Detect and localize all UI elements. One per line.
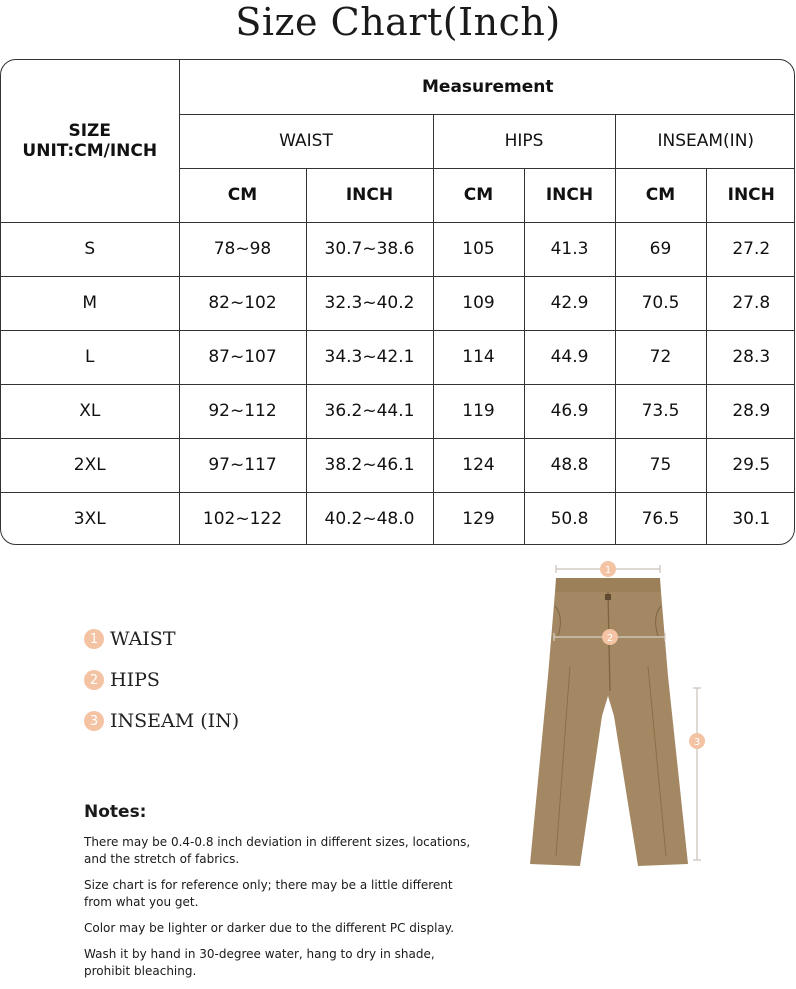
size-chart-table — [0, 59, 795, 545]
table-cell: 41.3 — [524, 222, 615, 276]
legend-item-hips — [84, 668, 239, 692]
table-cell: 30.7~38.6 — [306, 222, 433, 276]
table-cell: 28.3 — [706, 330, 795, 384]
legend-label: HIPS — [110, 669, 160, 691]
size-cell: 2XL — [1, 438, 179, 492]
svg-text:2: 2 — [606, 633, 614, 644]
note-item: Color may be lighter or darker due to the different PC display. — [84, 921, 455, 935]
notes-title: Notes: — [84, 802, 147, 822]
table-row — [1, 330, 795, 384]
table-cell: 28.9 — [706, 384, 795, 438]
note-item: There may be 0.4-0.8 inch deviation in different sizes, locations, and the stretch of fabrics. — [84, 835, 471, 866]
subheader-cm: CM — [615, 168, 706, 222]
table-cell: 48.8 — [524, 438, 615, 492]
table-cell: 36.2~44.1 — [306, 384, 433, 438]
size-cell: XL — [1, 384, 179, 438]
unit-label: UNIT:CM/INCH — [22, 140, 158, 161]
subheader-inch: INCH — [306, 168, 433, 222]
subheader-cm: CM — [433, 168, 524, 222]
table-cell: 50.8 — [524, 492, 615, 545]
size-cell: L — [1, 330, 179, 384]
table-cell: 46.9 — [524, 384, 615, 438]
measurement-header: Measurement — [179, 60, 795, 114]
table-cell: 70.5 — [615, 276, 706, 330]
table-cell: 78~98 — [179, 222, 306, 276]
notes-section — [84, 802, 484, 989]
table-cell: 75 — [615, 438, 706, 492]
pants-illustration — [520, 556, 720, 876]
table-row — [1, 438, 795, 492]
table-cell: 73.5 — [615, 384, 706, 438]
svg-text:3: 3 — [693, 737, 701, 748]
table-cell: 42.9 — [524, 276, 615, 330]
pants-waistband — [555, 578, 661, 592]
svg-text:1: 1 — [604, 565, 612, 576]
legend-item-inseam — [84, 709, 239, 733]
table-cell: 119 — [433, 384, 524, 438]
table-cell: 124 — [433, 438, 524, 492]
table-row — [1, 492, 795, 545]
note-item: Size chart is for reference only; there may be a little different from what you get. — [84, 878, 453, 909]
table-row — [1, 276, 795, 330]
size-unit-header — [1, 60, 179, 222]
table-cell: 92~112 — [179, 384, 306, 438]
table-cell: 32.3~40.2 — [306, 276, 433, 330]
legend-label: INSEAM (IN) — [110, 710, 240, 732]
number-1-icon: 1 — [84, 629, 104, 649]
table-cell: 38.2~46.1 — [306, 438, 433, 492]
table-cell: 97~117 — [179, 438, 306, 492]
size-cell: S — [1, 222, 179, 276]
table-cell: 114 — [433, 330, 524, 384]
size-cell: 3XL — [1, 492, 179, 545]
table-cell: 105 — [433, 222, 524, 276]
table-cell: 34.3~42.1 — [306, 330, 433, 384]
number-3-icon: 3 — [84, 711, 104, 731]
subheader-inch: INCH — [706, 168, 795, 222]
note-item: Wash it by hand in 30-degree water, hang to dry in shade, prohibit bleaching. — [84, 947, 435, 978]
legend-label: WAIST — [110, 628, 176, 650]
table-cell: 69 — [615, 222, 706, 276]
hips-header: HIPS — [433, 114, 615, 168]
table-cell: 72 — [615, 330, 706, 384]
page-title: Size Chart(Inch) — [235, 0, 561, 44]
measurement-legend — [84, 627, 239, 750]
subheader-inch: INCH — [524, 168, 615, 222]
inseam-header: INSEAM(IN) — [615, 114, 795, 168]
waist-header: WAIST — [179, 114, 433, 168]
size-label: SIZE — [68, 120, 111, 141]
table-row — [1, 384, 795, 438]
table-cell: 40.2~48.0 — [306, 492, 433, 545]
table-cell: 87~107 — [179, 330, 306, 384]
size-cell: M — [1, 276, 179, 330]
table-row — [1, 222, 795, 276]
table-cell: 44.9 — [524, 330, 615, 384]
table-cell: 29.5 — [706, 438, 795, 492]
table-cell: 129 — [433, 492, 524, 545]
legend-item-waist — [84, 627, 239, 651]
table-cell: 102~122 — [179, 492, 306, 545]
table-cell: 82~102 — [179, 276, 306, 330]
subheader-cm: CM — [179, 168, 306, 222]
number-2-icon: 2 — [84, 670, 104, 690]
table-cell: 30.1 — [706, 492, 795, 545]
table-cell: 27.8 — [706, 276, 795, 330]
table-cell: 27.2 — [706, 222, 795, 276]
table-cell: 76.5 — [615, 492, 706, 545]
table-cell: 109 — [433, 276, 524, 330]
